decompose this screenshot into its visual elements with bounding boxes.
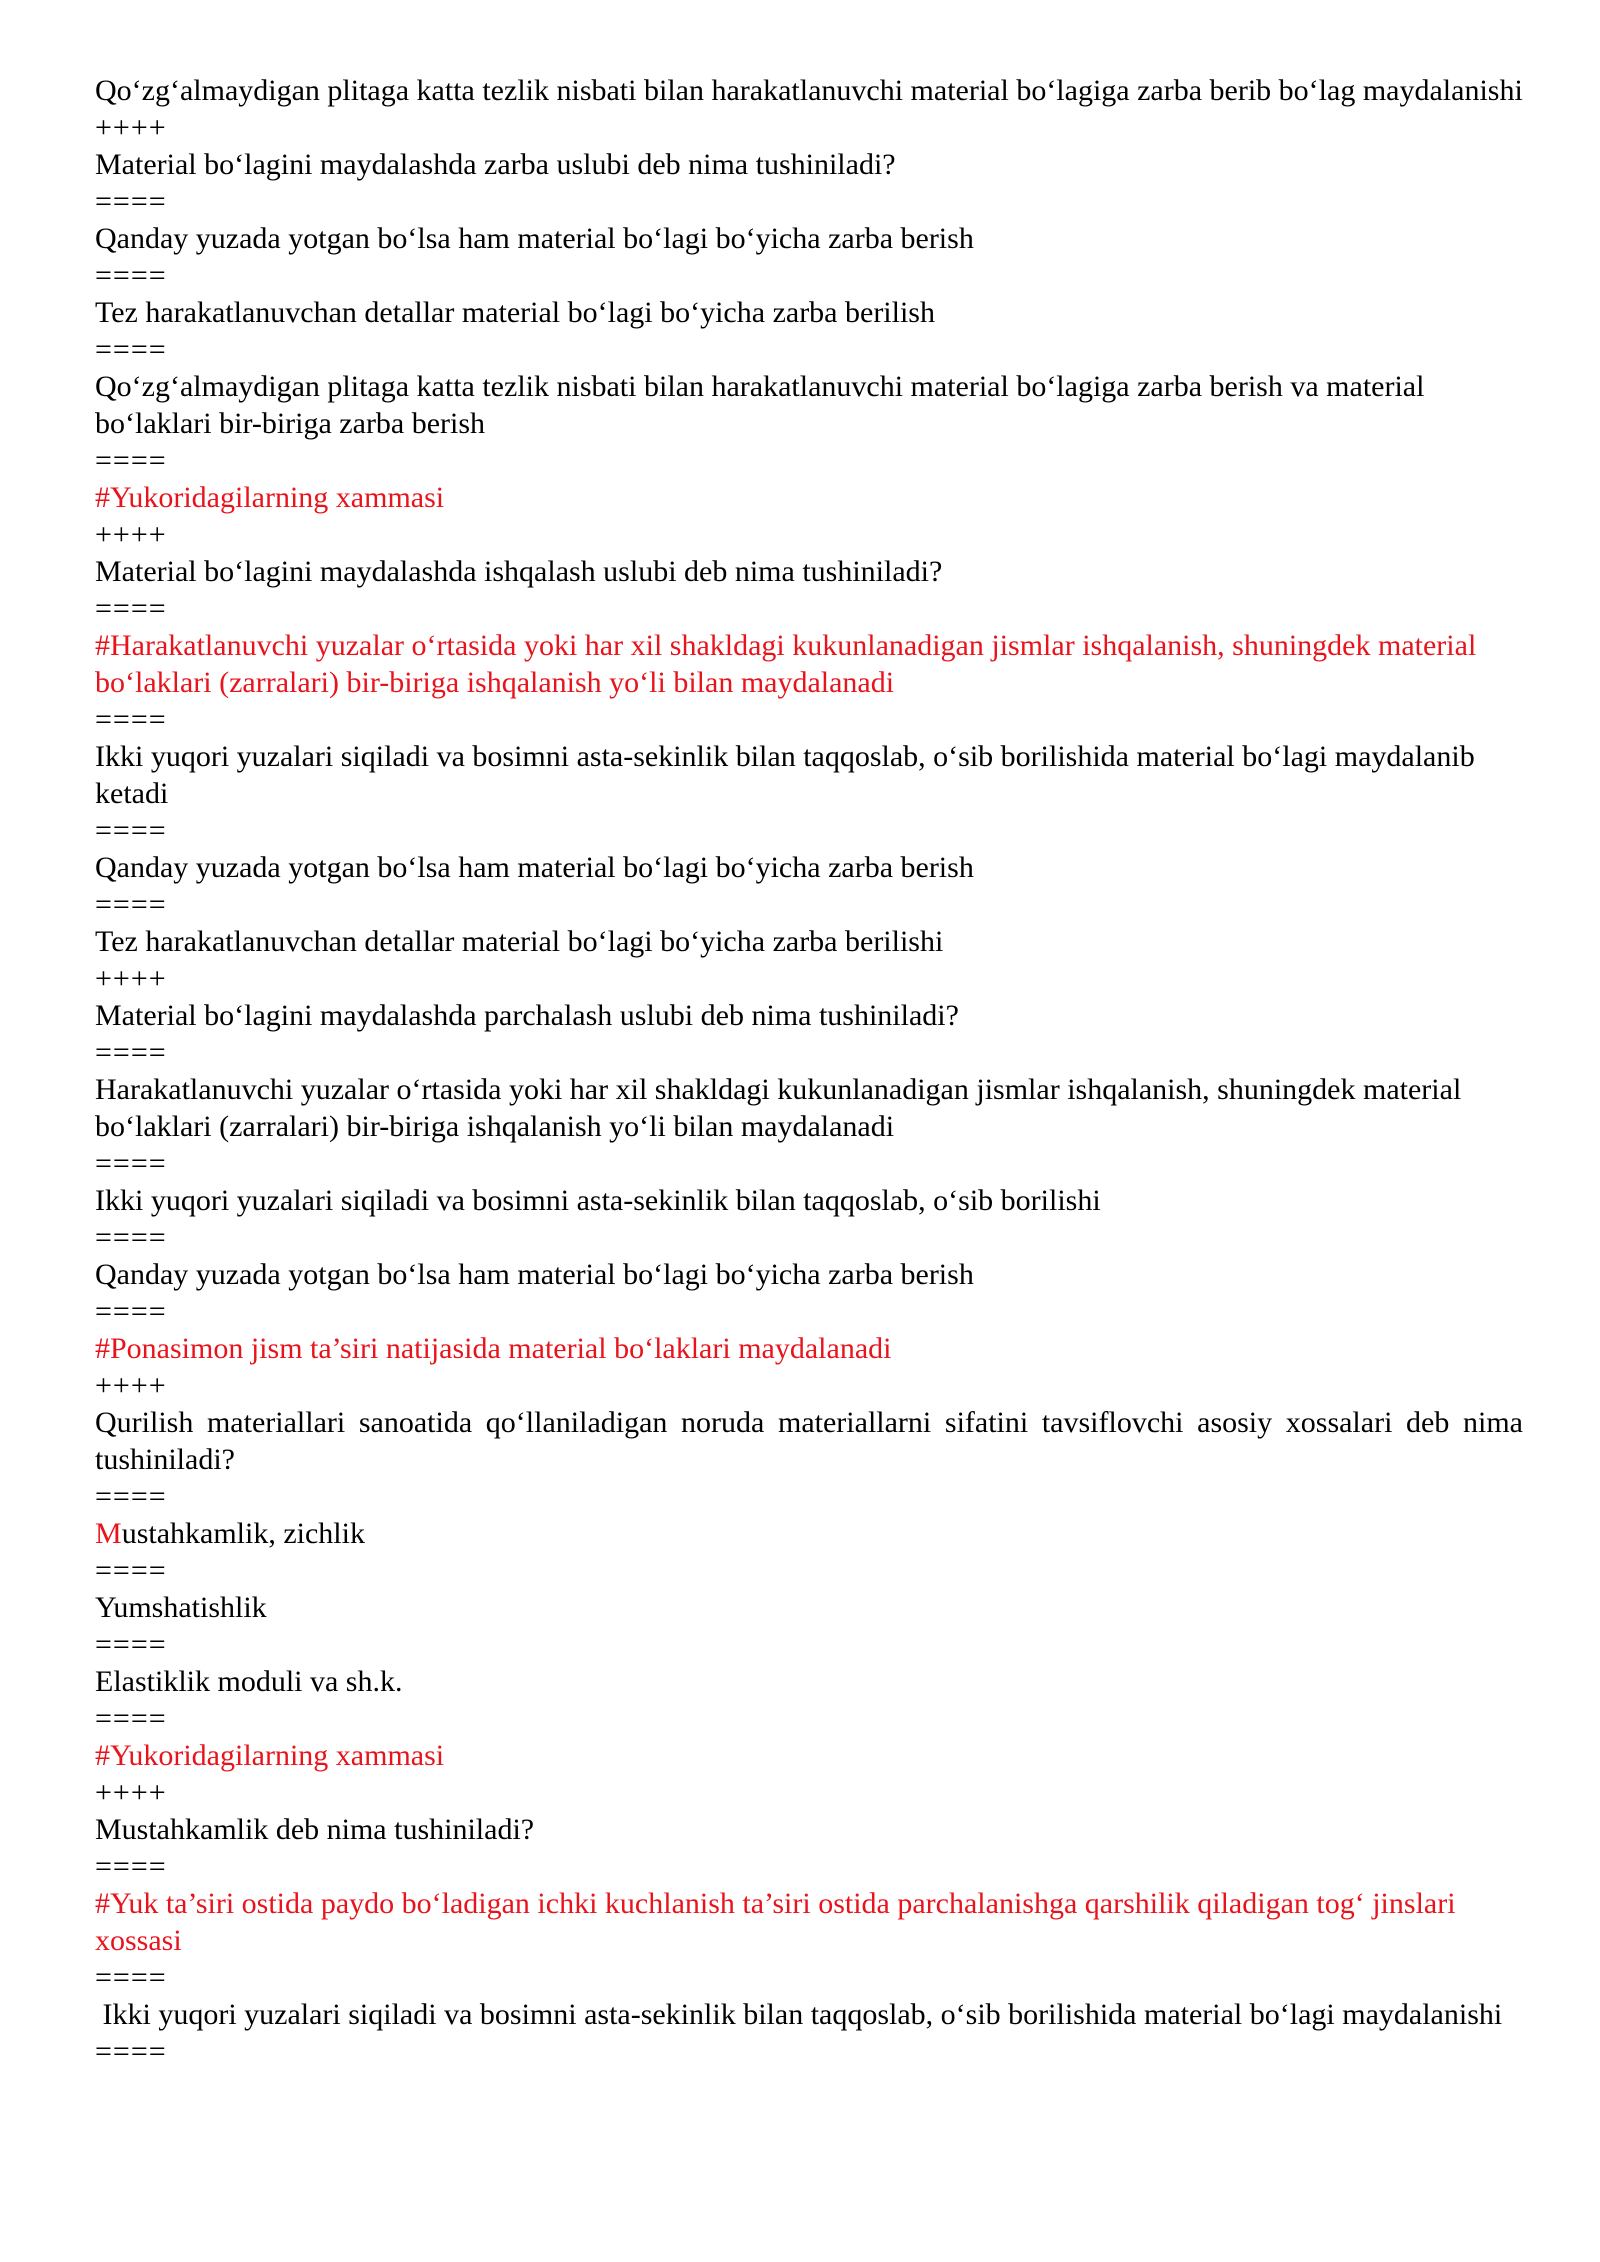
option-separator: ==== (95, 1554, 167, 1587)
answer-option: Tez harakatlanuvchan detallar material bo‘lagi bo‘yicha zarba berilish (95, 296, 935, 329)
option-separator: ==== (95, 2035, 167, 2068)
option-separator: ==== (95, 1221, 167, 1254)
correct-answer-option (95, 1515, 1523, 1552)
option-separator: ==== (95, 333, 167, 366)
document-body (95, 72, 1523, 2070)
option-separator: ==== (95, 1850, 167, 1883)
answer-option-rest: ustahkamlik, zichlik (121, 1517, 365, 1550)
answer-option: Elastiklik moduli va sh.k. (95, 1665, 403, 1698)
answer-option: Qanday yuzada yotgan bo‘lsa ham material bo‘lagi bo‘yicha zarba berish (95, 1258, 974, 1291)
question-text: Material bo‘lagini maydalashda parchalash uslubi deb nima tushiniladi? (95, 999, 959, 1032)
question-separator: ++++ (95, 111, 167, 144)
answer-option: Qanday yuzada yotgan bo‘lsa ham material bo‘lagi bo‘yicha zarba berish (95, 222, 974, 255)
option-separator: ==== (95, 592, 167, 625)
question-separator: ++++ (95, 962, 167, 995)
marked-first-letter: M (95, 1517, 122, 1550)
option-separator: ==== (95, 814, 167, 847)
option-separator: ==== (95, 185, 167, 218)
option-separator: ==== (95, 1480, 167, 1513)
answer-option: Ikki yuqori yuzalari siqiladi va bosimni asta-sekinlik bilan taqqoslab, o‘sib borilishida material bo‘lagi maydalanishi (95, 1998, 1503, 2031)
answer-option: Qo‘zg‘almaydigan plitaga katta tezlik nisbati bilan harakatlanuvchi material bo‘lagiga zarba berish va material bo‘laklari bir-biriga zarba berish (95, 370, 1425, 440)
option-separator: ==== (95, 888, 167, 921)
option-separator: ==== (95, 1036, 167, 1069)
option-separator: ==== (95, 1295, 167, 1328)
answer-option: Tez harakatlanuvchan detallar material bo‘lagi bo‘yicha zarba berilishi (95, 925, 944, 958)
question-separator: ++++ (95, 1369, 167, 1402)
option-separator: ==== (95, 259, 167, 292)
answer-option: Ikki yuqori yuzalari siqiladi va bosimni asta-sekinlik bilan taqqoslab, o‘sib borilishi (95, 1184, 1101, 1217)
option-separator: ==== (95, 1961, 167, 1994)
question-text: Material bo‘lagini maydalashda ishqalash uslubi deb nima tushiniladi? (95, 555, 943, 588)
option-separator: ==== (95, 1147, 167, 1180)
answer-option: Qanday yuzada yotgan bo‘lsa ham material bo‘lagi bo‘yicha zarba berish (95, 851, 974, 884)
correct-answer-option: #Yukoridagilarning xammasi (95, 481, 445, 514)
question-text: Mustahkamlik deb nima tushiniladi? (95, 1813, 535, 1846)
option-separator: ==== (95, 1702, 167, 1735)
answer-option: Qo‘zg‘almaydigan plitaga katta tezlik nisbati bilan harakatlanuvchi material bo‘lagiga zarba berib bo‘lag maydalanishi (95, 74, 1523, 107)
correct-answer-option: #Yukoridagilarning xammasi (95, 1739, 445, 1772)
question-text: Qurilish materiallari sanoatida qo‘llaniladigan noruda materiallarni sifatini tavsiflovchi asosiy xossalari deb nima tushiniladi? (95, 1406, 1523, 1476)
option-separator: ==== (95, 1628, 167, 1661)
correct-answer-option: #Harakatlanuvchi yuzalar o‘rtasida yoki har xil shakldagi kukunlanadigan jismlar ishqalanish, shuningdek material bo‘laklari (zarralari) bir-biriga ishqalanish yo‘li bilan maydalanadi (95, 629, 1477, 699)
question-separator: ++++ (95, 1776, 167, 1809)
correct-answer-option: #Yuk ta’siri ostida paydo bo‘ladigan ichki kuchlanish ta’siri ostida parchalanishga qarshilik qiladigan tog‘ jinslari xossasi (95, 1887, 1456, 1957)
question-text: Material bo‘lagini maydalashda zarba uslubi deb nima tushiniladi? (95, 148, 896, 181)
answer-option: Yumshatishlik (95, 1591, 267, 1624)
correct-answer-option: #Ponasimon jism ta’siri natijasida material bo‘laklari maydalanadi (95, 1332, 892, 1365)
option-separator: ==== (95, 444, 167, 477)
question-separator: ++++ (95, 518, 167, 551)
answer-option: Harakatlanuvchi yuzalar o‘rtasida yoki har xil shakldagi kukunlanadigan jismlar ishqalanish, shuningdek material bo‘laklari (zarralari) bir-biriga ishqalanish yo‘li bilan maydalanadi (95, 1073, 1462, 1143)
answer-option: Ikki yuqori yuzalari siqiladi va bosimni asta-sekinlik bilan taqqoslab, o‘sib borilishida material bo‘lagi maydalanib ketadi (95, 740, 1475, 810)
option-separator: ==== (95, 703, 167, 736)
